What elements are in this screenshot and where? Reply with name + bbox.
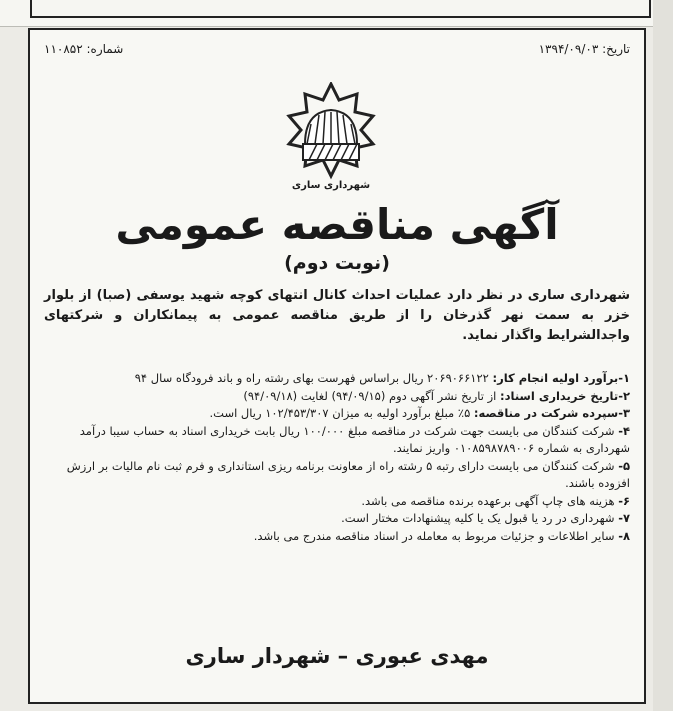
list-item: ۲-تاریخ خریداری اسناد: از تاریخ نشر آگهی دوم (۹۴/۰۹/۱۵) لغایت (۹۴/۰۹/۱۸) xyxy=(243,388,630,403)
notice-items xyxy=(40,370,630,545)
signature: مهدی عبوری – شهردار ساری xyxy=(185,644,489,668)
meta-row xyxy=(44,42,630,62)
list-item: ۳-سپرده شرکت در مناقصه: ۵٪ مبلغ برآورد اولیه به میزان ۱۰۲/۴۵۳/۳۰۷ ریال است. xyxy=(209,406,630,420)
notice-intro: شهرداری ساری در نظر دارد عملیات احداث کانال انتهای کوچه شهید یوسفی (صبا) از بلوار خزر به سمت نهر گذرخان را از طریق مناقصه عمومی به پیمانکاران و شرکتهای واجدالشرایط واگذار نماید. xyxy=(44,288,630,343)
tender-notice xyxy=(28,28,646,704)
page-right-edge xyxy=(653,0,673,711)
notice-number: شماره: ۱۱۰۸۵۲ xyxy=(44,42,124,56)
notice-subtitle: (نوبت دوم) xyxy=(284,252,390,274)
notice-title: آگهی مناقصه عمومی xyxy=(115,200,559,249)
list-item: ۴- شرکت کنندگان می بایست جهت شرکت در مناقصه مبلغ ۱۰۰/۰۰۰ ریال بابت خریداری اسناد به حساب سیبا درآمد شهرداری به شماره ۰۱۰۸۵۹۸۷۸۹۰۰۶ واریز نمایند. xyxy=(79,423,630,455)
list-item: ۷- شهرداری در رد یا قبول یک یا کلیه پیشنهادات مختار است. xyxy=(341,511,630,525)
list-item: ۱-برآورد اولیه انجام کار: ۲۰۶۹۰۶۶۱۲۲ ریال براساس فهرست بهای رشته راه و باند فرودگاه سال ۹۴ xyxy=(134,371,630,385)
page-top-edge xyxy=(0,0,673,27)
logo-caption: شهرداری ساری xyxy=(291,180,371,191)
municipality-emblem-icon xyxy=(275,82,387,200)
list-item: ۸- سایر اطلاعات و جزئیات مربوط به معامله در اسناد مناقصه مندرج می باشد. xyxy=(253,528,630,543)
list-item: ۵- شرکت کنندگان می بایست دارای رتبه ۵ رشته راه از معاونت برنامه ریزی استانداری و فرم ثبت نام مالیات بر ارزش افزوده باشند. xyxy=(66,458,630,490)
notice-date: تاریخ: ۱۳۹۴/۰۹/۰۳ xyxy=(538,42,630,56)
list-item: ۶- هزینه های چاپ آگهی برعهده برنده مناقصه می باشد. xyxy=(361,493,630,508)
